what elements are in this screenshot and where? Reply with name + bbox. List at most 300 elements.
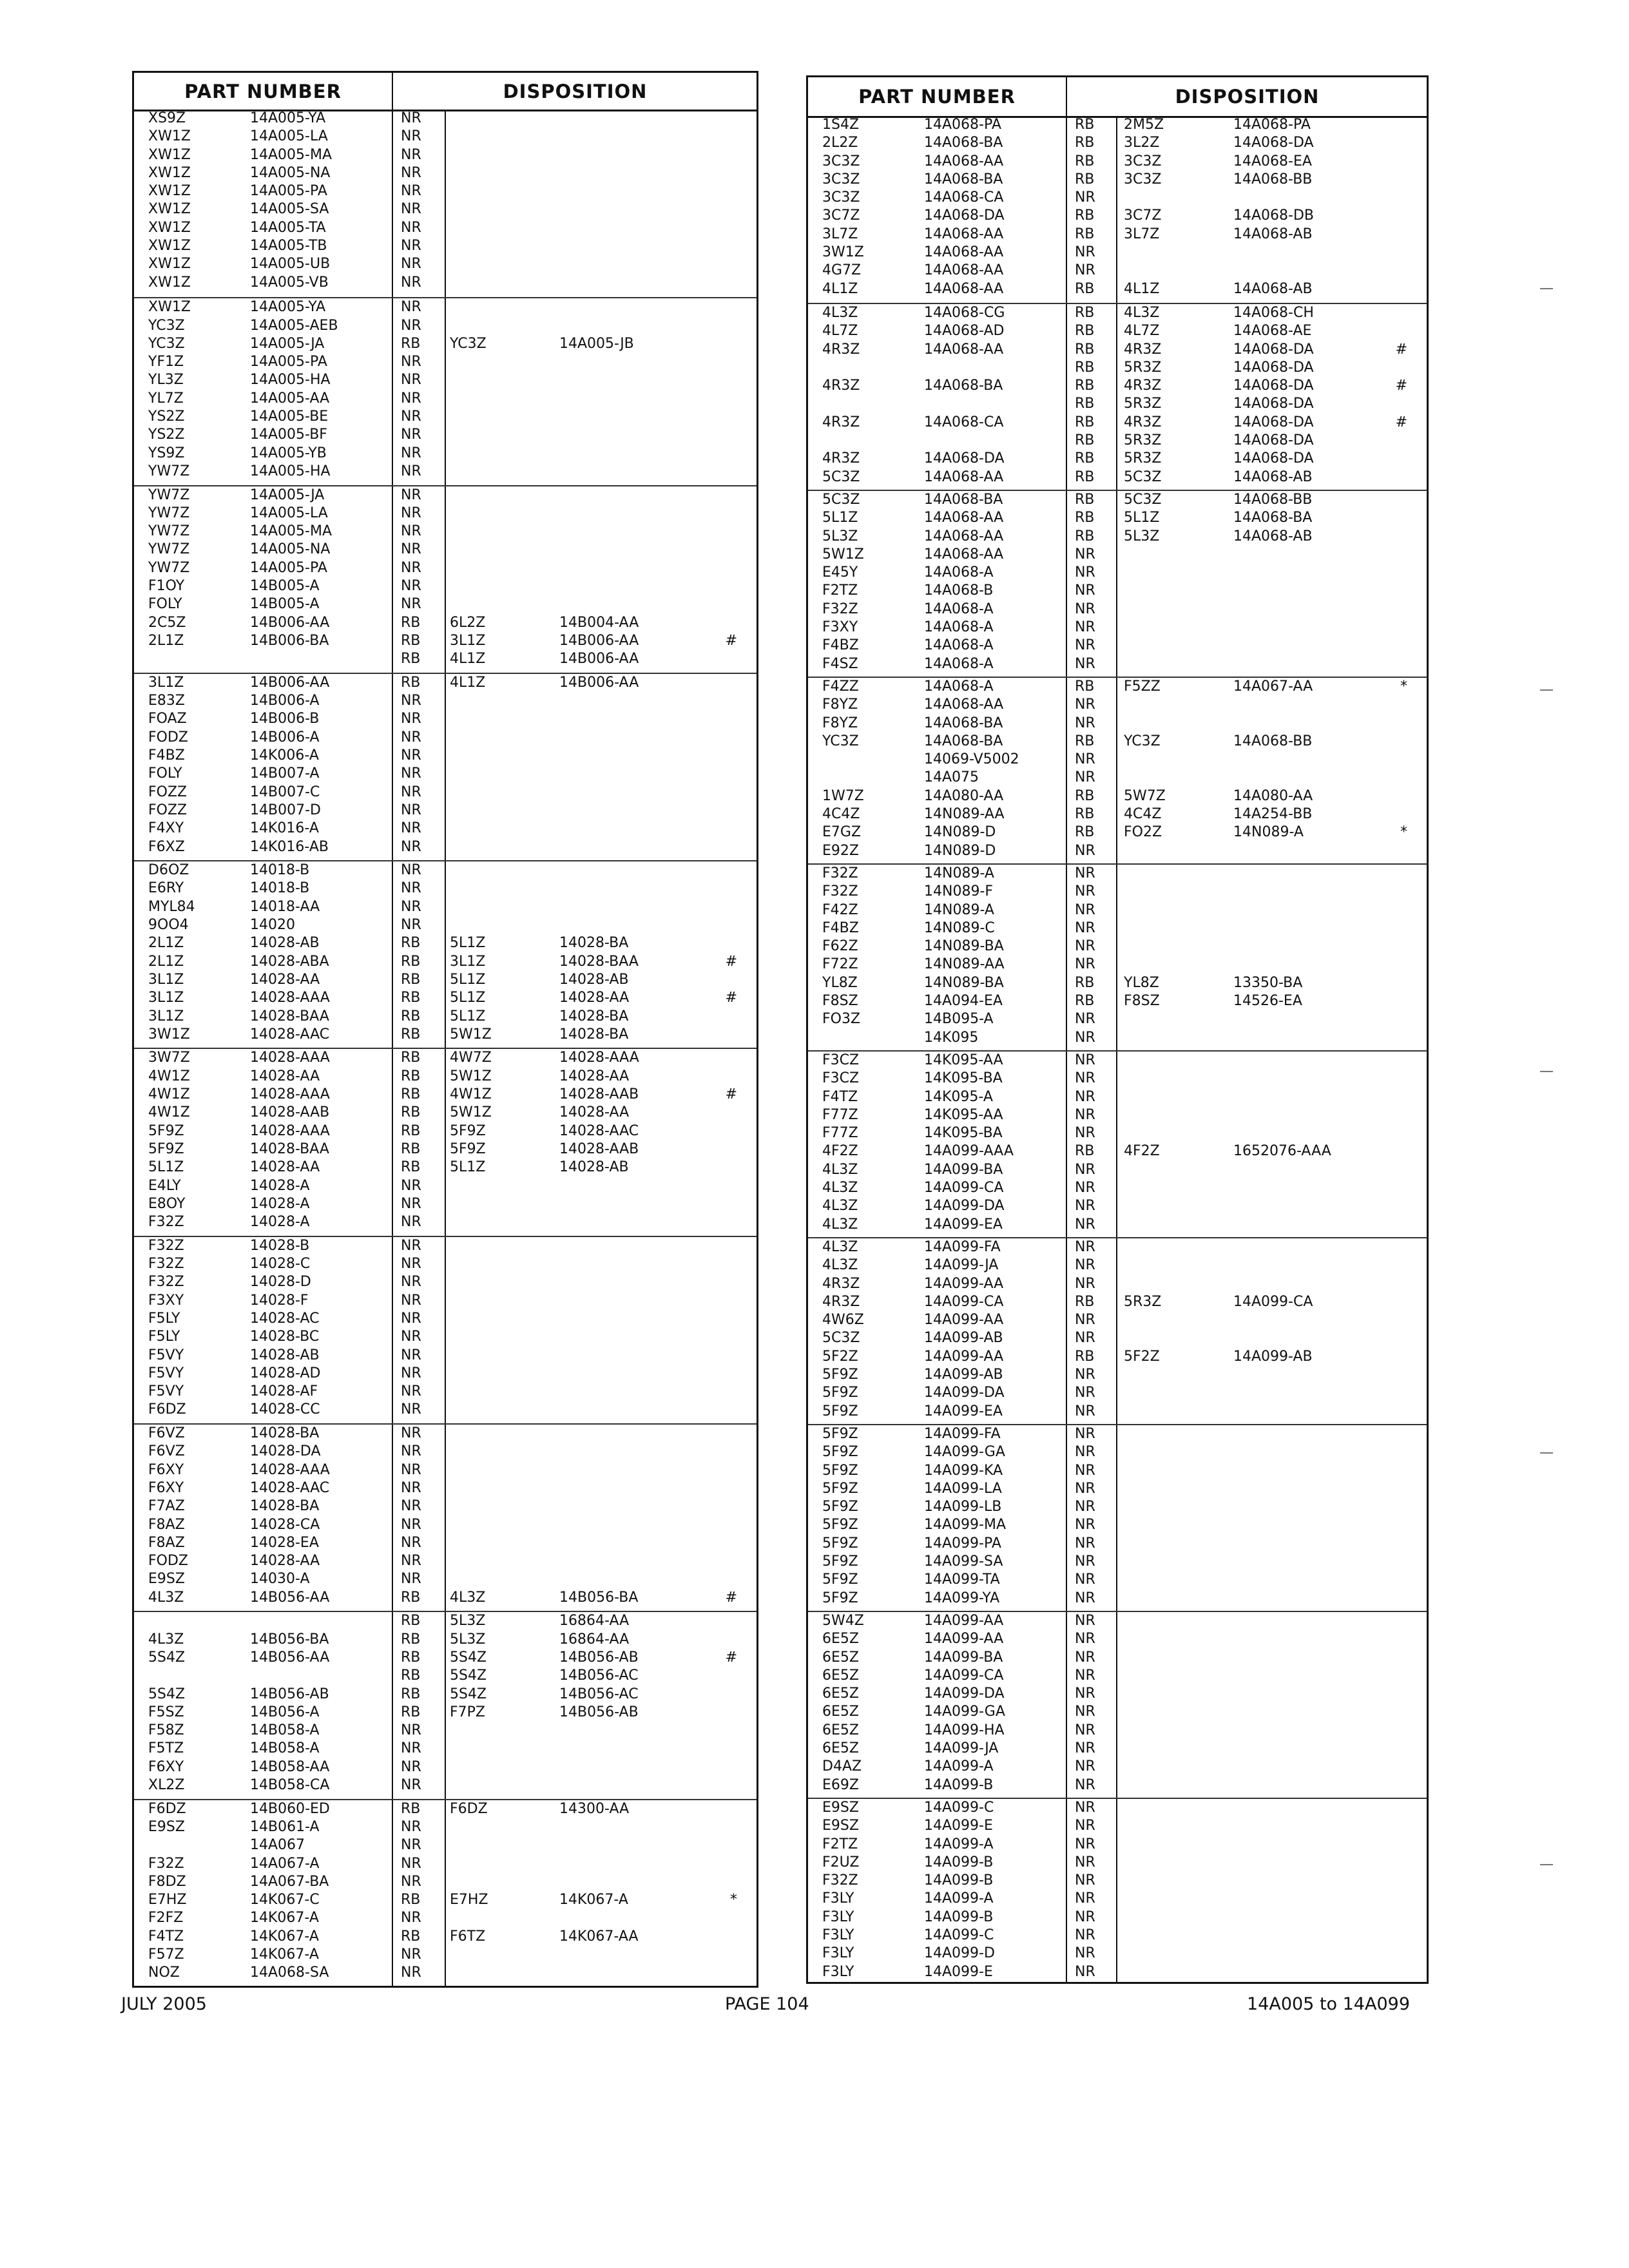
old-prefix: 5S4Z [148, 1649, 186, 1666]
old-prefix: 4W1Z [148, 1086, 190, 1103]
disposition-code: RB [401, 971, 421, 988]
table-row [134, 595, 757, 613]
new-prefix: 5L3Z [450, 1613, 486, 1629]
disposition-code: NR [1075, 1198, 1095, 1215]
old-prefix: D6OZ [148, 862, 189, 879]
new-prefix: 5L1Z [450, 935, 486, 952]
disposition-code: NR [401, 256, 421, 273]
disposition-code: NR [401, 299, 421, 316]
old-prefix: YW7Z [148, 559, 190, 576]
old-part-number: 14K067-A [250, 1928, 319, 1945]
new-part-number: 14A068-DA [1233, 432, 1314, 449]
disposition-code: NR [401, 862, 421, 879]
disposition-code: RB [1075, 468, 1095, 485]
new-part-number: 14N089-A [1233, 824, 1304, 841]
old-prefix: F77Z [822, 1106, 858, 1123]
old-part-number: 14K016-AB [250, 838, 329, 855]
old-part-number: 14A099-TA [924, 1571, 1000, 1588]
old-part-number: 14B058-CA [250, 1777, 330, 1794]
table-row [134, 1425, 757, 1443]
new-part-number: 14A068-DB [1233, 207, 1315, 224]
old-part-number: 14A099-D [924, 1945, 995, 1962]
old-prefix: 4R3Z [822, 1275, 860, 1292]
disposition-code: RB [1075, 528, 1095, 544]
old-prefix: YC3Z [148, 335, 185, 352]
old-part-number: 14028-AA [250, 1068, 320, 1084]
old-prefix: F5LY [148, 1310, 180, 1327]
old-prefix: 5F2Z [822, 1348, 858, 1365]
old-prefix: F6VZ [148, 1425, 185, 1442]
new-part-number: 1652076-AAA [1233, 1143, 1331, 1160]
old-prefix: YS2Z [148, 408, 185, 425]
old-part-number: 14A099-HA [924, 1722, 1005, 1738]
table-row [134, 879, 757, 898]
old-prefix: 4W1Z [148, 1068, 190, 1084]
new-prefix: 5L3Z [450, 1631, 486, 1648]
row-group [134, 1611, 757, 1798]
old-prefix: 3L1Z [148, 1008, 184, 1024]
old-part-number: 14A068-SA [250, 1965, 329, 1981]
disposition-header: DISPOSITION [1175, 86, 1320, 108]
disposition-code: NR [401, 765, 421, 782]
old-prefix: 3L7Z [822, 226, 858, 242]
row-group [808, 863, 1427, 1050]
table-row [808, 468, 1427, 486]
old-prefix: YF1Z [148, 354, 184, 370]
new-part-number: 16864-AA [559, 1631, 630, 1648]
table-row [134, 1589, 757, 1607]
old-part-number: 14018-B [250, 880, 310, 897]
old-part-number: 14A068-AA [924, 510, 1004, 526]
disposition-code: NR [401, 1479, 421, 1496]
new-prefix: 5F9Z [450, 1122, 486, 1139]
table-row [134, 298, 757, 316]
old-part-number: 14A005-UB [250, 256, 331, 273]
old-prefix: F8AZ [148, 1534, 185, 1551]
old-prefix: 2L1Z [148, 953, 184, 970]
disposition-code: NR [401, 486, 421, 503]
disposition-code: NR [1075, 244, 1095, 261]
disposition-code: NR [401, 711, 421, 727]
table-row [808, 1630, 1427, 1648]
old-part-number: 14A005-PA [250, 354, 327, 370]
note-mark: # [725, 953, 737, 970]
old-part-number: 14B056-A [250, 1704, 320, 1720]
old-part-number: 14A099-BA [924, 1161, 1003, 1178]
disposition-code: NR [1075, 751, 1095, 768]
old-part-number: 14A099-AA [924, 1275, 1004, 1292]
row-group [808, 490, 1427, 677]
old-prefix: YS9Z [148, 445, 185, 461]
old-prefix: F3CZ [822, 1070, 860, 1087]
old-part-number: 14028-AAA [250, 1461, 330, 1478]
disposition-code: NR [401, 1553, 421, 1570]
old-part-number: 14A068-AA [924, 468, 1004, 485]
new-part-number: 14A068-DA [1233, 450, 1314, 467]
disposition-code: NR [401, 505, 421, 521]
table-row [134, 1068, 757, 1086]
table-row [134, 1008, 757, 1026]
old-part-number: 14N089-BA [924, 938, 1004, 955]
disposition-code: NR [401, 838, 421, 855]
old-prefix: E4LY [148, 1177, 181, 1194]
old-prefix: 5F9Z [822, 1480, 858, 1497]
old-part-number: 14A099-YA [924, 1590, 1000, 1606]
old-part-number: 14A005-HA [250, 372, 331, 389]
old-prefix: E83Z [148, 693, 185, 709]
disposition-code: RB [401, 1140, 421, 1157]
disposition-code: NR [401, 146, 421, 163]
old-part-number: 14A005-LA [250, 505, 328, 521]
disposition-code: NR [401, 238, 421, 255]
disposition-code: RB [401, 1122, 421, 1139]
footer-page-number: PAGE 104 [725, 1994, 809, 2014]
table-row [808, 1366, 1427, 1384]
disposition-code: RB [401, 614, 421, 631]
disposition-code: NR [401, 523, 421, 540]
old-prefix: YL3Z [148, 372, 184, 389]
left-table-header [134, 73, 757, 111]
part-number-header: PART NUMBER [858, 86, 1016, 108]
old-prefix: 6E5Z [822, 1740, 859, 1757]
table-row [808, 322, 1427, 340]
table-row [808, 1703, 1427, 1721]
old-part-number: 14028-AAC [250, 1026, 330, 1043]
disposition-code: NR [1075, 1963, 1095, 1980]
old-part-number: 14A068-DA [924, 207, 1005, 224]
old-part-number: 14A099-AAA [924, 1143, 1014, 1160]
old-prefix: F4SZ [822, 655, 858, 672]
old-part-number: 14A068-BA [924, 733, 1003, 749]
old-prefix: 5L1Z [822, 510, 858, 526]
table-row [808, 937, 1427, 956]
old-prefix: F32Z [822, 865, 858, 881]
old-prefix: 4L3Z [822, 1180, 858, 1196]
row-group [134, 1048, 757, 1235]
disposition-code: NR [1075, 919, 1095, 936]
new-part-number: 14028-AA [559, 1068, 630, 1084]
old-part-number: 14K067-C [250, 1892, 320, 1908]
old-part-number: 14028-BA [250, 1425, 320, 1442]
note-mark: # [725, 1649, 737, 1666]
old-prefix: 5S4Z [148, 1686, 186, 1702]
new-part-number: 14A068-BB [1233, 171, 1313, 187]
new-part-number: 14A068-DA [1233, 359, 1314, 376]
old-part-number: 14A099-LB [924, 1499, 1002, 1515]
table-row [808, 696, 1427, 714]
table-row [808, 1590, 1427, 1608]
table-row [134, 765, 757, 783]
disposition-code: RB [1075, 207, 1095, 224]
old-part-number: 14028-AAC [250, 1479, 330, 1496]
old-part-number: 14028-BA [250, 1498, 320, 1515]
table-row [808, 787, 1427, 805]
disposition-code: NR [401, 783, 421, 800]
old-prefix: F72Z [822, 956, 858, 973]
table-row [134, 486, 757, 505]
table-row [808, 226, 1427, 244]
new-part-number: 14A067-AA [1233, 678, 1313, 695]
table-row [134, 1365, 757, 1383]
old-part-number: 14A068-B [924, 582, 994, 599]
table-row [134, 802, 757, 820]
disposition-code: RB [1075, 432, 1095, 449]
row-group [134, 1236, 757, 1423]
old-prefix: 5F9Z [822, 1553, 858, 1570]
new-prefix: 5R3Z [1124, 396, 1162, 412]
disposition-code: NR [401, 541, 421, 558]
old-prefix: 3W1Z [148, 1026, 190, 1043]
new-prefix: 5L1Z [450, 971, 486, 988]
old-part-number: 14A005-VB [250, 274, 329, 291]
new-part-number: 14A068-CH [1233, 305, 1314, 321]
table-row [808, 1443, 1427, 1461]
old-part-number: 14A068-AA [924, 546, 1004, 562]
new-prefix: 3C3Z [1124, 171, 1162, 187]
old-prefix: E9SZ [148, 1818, 185, 1835]
disposition-code: NR [401, 1777, 421, 1794]
old-part-number: 14A099-CA [924, 1667, 1004, 1684]
disposition-code: NR [401, 1347, 421, 1363]
new-part-number: 14028-AA [559, 990, 630, 1006]
disposition-code: NR [1075, 1462, 1095, 1479]
old-part-number: 14B006-B [250, 711, 320, 727]
old-prefix: 5F9Z [822, 1367, 858, 1383]
old-part-number: 14N089-AA [924, 956, 1005, 973]
new-part-number: 13350-BA [1233, 974, 1303, 991]
disposition-code: NR [1075, 1890, 1095, 1907]
table-row [808, 1872, 1427, 1890]
disposition-code: NR [401, 802, 421, 818]
new-part-number: 14K067-AA [559, 1928, 639, 1945]
old-prefix: XW1Z [148, 183, 191, 200]
new-part-number: 14A068-AB [1233, 528, 1313, 544]
old-part-number: 14A099-BA [924, 1649, 1003, 1666]
new-prefix: 5L1Z [450, 990, 486, 1006]
disposition-code: NR [1075, 715, 1095, 731]
table-row [134, 1158, 757, 1177]
disposition-code: NR [401, 1534, 421, 1551]
table-row [808, 509, 1427, 527]
new-part-number: 14B056-AC [559, 1667, 639, 1684]
old-prefix: F4ZZ [822, 678, 859, 695]
old-prefix: 5F9Z [822, 1385, 858, 1401]
table-row [134, 1612, 757, 1630]
table-row [808, 1722, 1427, 1740]
table-row [134, 1946, 757, 1964]
disposition-code: NR [401, 1571, 421, 1588]
new-prefix: 4L1Z [450, 651, 486, 668]
disposition-code: NR [401, 354, 421, 370]
old-prefix: F32Z [148, 1214, 184, 1231]
old-prefix: E8OY [148, 1195, 186, 1212]
disposition-code: RB [1075, 974, 1095, 991]
disposition-code: NR [401, 693, 421, 709]
row-group [808, 1611, 1427, 1798]
old-prefix: 5F9Z [822, 1403, 858, 1419]
disposition-code: RB [401, 935, 421, 952]
old-part-number: 14A068-AA [924, 280, 1004, 297]
table-row [134, 255, 757, 273]
old-prefix: 4W6Z [822, 1312, 864, 1329]
margin-mark [1540, 1864, 1553, 1865]
disposition-code: RB [401, 335, 421, 352]
table-row [134, 747, 757, 765]
table-row [134, 1049, 757, 1067]
disposition-code: NR [401, 1401, 421, 1418]
old-part-number: 14A099-CA [924, 1293, 1004, 1310]
disposition-code: NR [401, 445, 421, 461]
table-row [134, 1026, 757, 1044]
old-prefix: XW1Z [148, 146, 191, 163]
table-row [808, 1238, 1427, 1256]
old-prefix: F32Z [148, 1256, 184, 1273]
table-row [808, 1553, 1427, 1571]
old-prefix: 2L1Z [148, 935, 184, 952]
new-part-number: 14028-AB [559, 971, 629, 988]
old-part-number: 14028-A [250, 1195, 310, 1212]
old-part-number: 14K095-AA [924, 1106, 1003, 1123]
table-row [808, 341, 1427, 359]
table-row [808, 153, 1427, 171]
new-part-number: 14A099-AB [1233, 1348, 1313, 1365]
disposition-code: NR [401, 1195, 421, 1212]
old-prefix: F6XZ [148, 838, 185, 855]
old-part-number: 14B007-C [250, 783, 320, 800]
old-prefix: F32Z [148, 1274, 184, 1291]
table-row [134, 632, 757, 650]
old-prefix: 2L1Z [148, 632, 184, 649]
old-part-number: 14B006-AA [250, 614, 330, 631]
disposition-code: NR [1075, 883, 1095, 900]
old-prefix: 5F9Z [822, 1462, 858, 1479]
old-prefix: F8SZ [822, 993, 858, 1010]
disposition-code: NR [401, 1910, 421, 1927]
old-part-number: 14A068-A [924, 655, 994, 672]
table-row [808, 1052, 1427, 1070]
old-prefix: E9SZ [148, 1571, 185, 1588]
old-part-number: 14028-AC [250, 1310, 320, 1327]
disposition-code: NR [1075, 189, 1095, 206]
old-prefix: F32Z [148, 1237, 184, 1254]
new-part-number: 14A068-BA [1233, 510, 1313, 526]
new-part-number: 14A068-DA [1233, 378, 1314, 394]
row-group [134, 297, 757, 485]
old-part-number: 14A099-E [924, 1963, 993, 1980]
table-row [808, 564, 1427, 582]
part-number-header: PART NUMBER [184, 80, 342, 102]
disposition-code: NR [401, 1946, 421, 1963]
old-part-number: 14A099-A [924, 1836, 994, 1852]
old-part-number: 14A005-BF [250, 427, 327, 443]
old-prefix: F58Z [148, 1722, 184, 1739]
old-part-number: 14B056-AA [250, 1589, 330, 1606]
old-prefix: F8AZ [148, 1516, 185, 1533]
old-part-number: 14018-B [250, 862, 310, 879]
disposition-code: NR [1075, 582, 1095, 599]
old-prefix: 4R3Z [822, 450, 860, 467]
old-prefix: 2C5Z [148, 614, 186, 631]
note-mark: # [725, 632, 737, 649]
disposition-code: RB [1075, 396, 1095, 412]
disposition-code: NR [1075, 901, 1095, 918]
old-prefix: F3XY [822, 619, 858, 636]
new-part-number: 14B006-AA [559, 674, 639, 691]
old-prefix: F2TZ [822, 582, 858, 599]
table-row [808, 1311, 1427, 1329]
old-part-number: 14A005-PA [250, 183, 327, 200]
old-part-number: 14A005-BE [250, 408, 329, 425]
disposition-code: NR [401, 1818, 421, 1835]
disposition-code: NR [1075, 1426, 1095, 1442]
old-part-number: 14A068-A [924, 601, 994, 617]
disposition-code: NR [1075, 697, 1095, 713]
table-row [808, 1516, 1427, 1534]
old-prefix: 6E5Z [822, 1704, 859, 1720]
old-part-number: 14B007-A [250, 765, 320, 782]
table-row [134, 1855, 757, 1873]
margin-mark [1540, 1071, 1553, 1072]
old-part-number: 14A067-A [250, 1855, 320, 1872]
disposition-code: NR [1075, 1517, 1095, 1533]
disposition-code: NR [1075, 1275, 1095, 1292]
old-prefix: 4C4Z [822, 806, 860, 823]
old-part-number: 14A005-YA [250, 299, 326, 316]
table-row [808, 1106, 1427, 1124]
table-row [808, 1029, 1427, 1047]
table-row [808, 1836, 1427, 1854]
disposition-code: NR [1075, 1330, 1095, 1347]
new-prefix: 4L3Z [1124, 305, 1160, 321]
disposition-code: NR [1075, 1052, 1095, 1068]
new-part-number: 14A068-PA [1233, 117, 1311, 133]
old-prefix: F5VY [148, 1347, 184, 1363]
old-part-number: 14A068-CA [924, 189, 1004, 206]
old-prefix: 6E5Z [822, 1631, 859, 1648]
table-row [134, 390, 757, 408]
new-prefix: 5F9Z [450, 1140, 486, 1157]
disposition-code: NR [1075, 1667, 1095, 1684]
new-prefix: 3L1Z [450, 953, 486, 970]
new-prefix: YC3Z [450, 335, 487, 352]
old-prefix: F4TZ [148, 1928, 184, 1945]
disposition-code: NR [1075, 1553, 1095, 1570]
table-row [134, 1891, 757, 1909]
old-part-number: 14A068-A [924, 678, 994, 695]
new-prefix: 4L7Z [1124, 323, 1160, 340]
old-part-number: 14A099-AA [924, 1613, 1004, 1629]
old-prefix: XW1Z [148, 164, 191, 181]
new-prefix: 5R3Z [1124, 450, 1162, 467]
new-part-number: 14B056-AB [559, 1704, 639, 1720]
old-prefix: F8YZ [822, 697, 858, 713]
table-row [134, 1776, 757, 1794]
disposition-code: NR [401, 898, 421, 915]
old-part-number: 14A068-A [924, 619, 994, 636]
table-row [808, 1216, 1427, 1234]
old-part-number: 14A099-GA [924, 1444, 1005, 1461]
old-part-number: 14A099-A [924, 1758, 994, 1775]
row-group [134, 485, 757, 673]
old-part-number: 14A067-BA [250, 1873, 329, 1890]
old-part-number: 14N089-D [924, 842, 996, 859]
disposition-code: NR [1075, 1686, 1095, 1702]
disposition-code: NR [1075, 1480, 1095, 1497]
old-prefix: 3C3Z [822, 153, 860, 169]
old-prefix: 3W1Z [822, 244, 864, 261]
disposition-code: RB [401, 1631, 421, 1648]
table-row [134, 934, 757, 952]
